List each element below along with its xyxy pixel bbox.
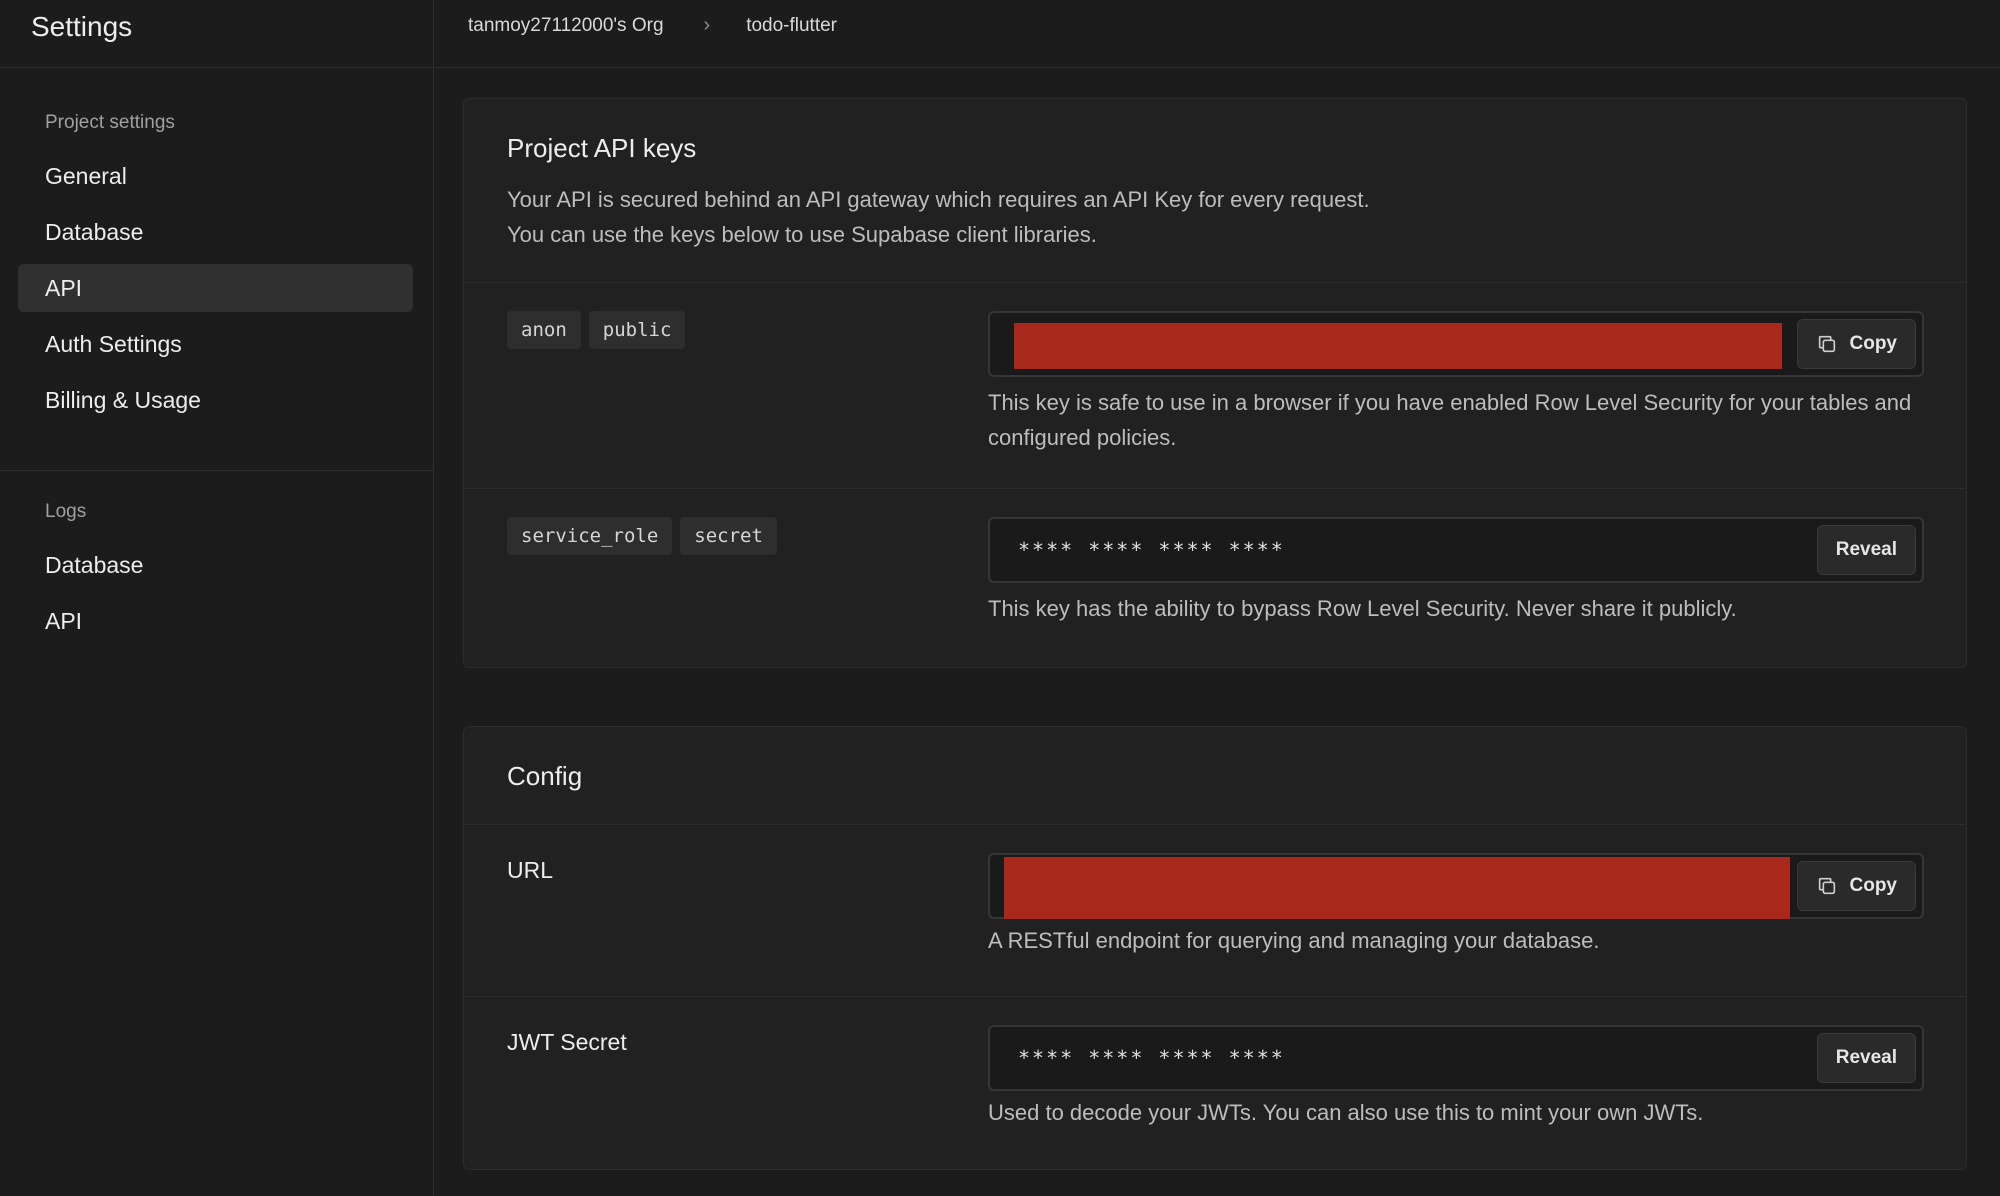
anon-key-tags [507, 311, 685, 349]
breadcrumb [435, 0, 2000, 68]
breadcrumb-project[interactable]: todo-flutter [746, 14, 838, 36]
jwt-secret-field[interactable] [988, 1025, 1924, 1091]
jwt-row [464, 997, 1966, 1169]
api-keys-panel [463, 98, 1967, 668]
anon-key-field[interactable] [988, 311, 1924, 377]
service-role-row [464, 489, 1966, 661]
config-panel [463, 726, 1967, 1170]
logs-label: Logs [45, 501, 87, 522]
copy-label: Copy [1849, 875, 1897, 896]
project-settings-label: Project settings [45, 112, 175, 133]
api-keys-description-line2: You can use the keys below to use Supabase client libraries. [507, 222, 1097, 247]
sidebar-item-billing-usage[interactable]: Billing & Usage [45, 386, 201, 413]
tag-public: public [589, 311, 686, 349]
service-role-tags [507, 517, 777, 555]
sidebar-item-database[interactable]: Database [45, 218, 144, 245]
service-role-key-field[interactable] [988, 517, 1924, 583]
copy-url-button[interactable] [1797, 861, 1917, 911]
jwt-label: JWT Secret [507, 1029, 627, 1055]
api-keys-title: Project API keys [507, 133, 697, 163]
url-field[interactable] [988, 853, 1924, 919]
sidebar-item-auth-settings[interactable]: Auth Settings [45, 330, 182, 357]
tag-anon: anon [507, 311, 581, 349]
sidebar-title: Settings [31, 10, 133, 42]
sidebar-item-api[interactable]: API [18, 264, 413, 312]
breadcrumb-org[interactable]: tanmoy27112000's Org [468, 14, 664, 36]
copy-anon-key-button[interactable] [1797, 319, 1917, 369]
tag-secret: secret [680, 517, 777, 555]
anon-key-hint: This key is safe to use in a browser if you have enabled Row Level Security for your tables and configured policies. [988, 390, 1912, 450]
url-row [464, 825, 1966, 997]
project-settings-group [0, 68, 433, 471]
redacted-value [1004, 857, 1790, 919]
redacted-value [1014, 323, 1782, 369]
api-keys-description [507, 182, 1923, 282]
config-header [464, 727, 1966, 825]
url-label: URL [507, 857, 554, 883]
sidebar [0, 0, 434, 1196]
copy-icon [1816, 875, 1838, 897]
anon-key-row [464, 283, 1966, 489]
service-role-hint: This key has the ability to bypass Row Level Security. Never share it publicly. [988, 596, 1737, 621]
sidebar-header [0, 0, 433, 68]
copy-icon [1816, 333, 1838, 355]
chevron-right-icon: › [703, 14, 711, 36]
masked-value: **** **** **** **** [1018, 538, 1285, 562]
copy-label: Copy [1849, 333, 1897, 354]
sidebar-item-logs-database[interactable]: Database [45, 551, 144, 578]
reveal-service-role-button[interactable]: Reveal [1817, 525, 1916, 575]
config-title: Config [507, 761, 583, 791]
url-hint: A RESTful endpoint for querying and managing your database. [988, 928, 1600, 953]
jwt-hint: Used to decode your JWTs. You can also use this to mint your own JWTs. [988, 1100, 1704, 1125]
api-keys-description-line1: Your API is secured behind an API gateway which requires an API Key for every request. [507, 187, 1370, 212]
sidebar-item-general[interactable]: General [45, 162, 127, 189]
sidebar-item-logs-api[interactable]: API [45, 607, 83, 634]
tag-service-role: service_role [507, 517, 672, 555]
reveal-jwt-button[interactable]: Reveal [1817, 1033, 1916, 1083]
logs-group [0, 471, 433, 691]
masked-value: **** **** **** **** [1018, 1046, 1285, 1070]
api-keys-header [464, 99, 1966, 283]
